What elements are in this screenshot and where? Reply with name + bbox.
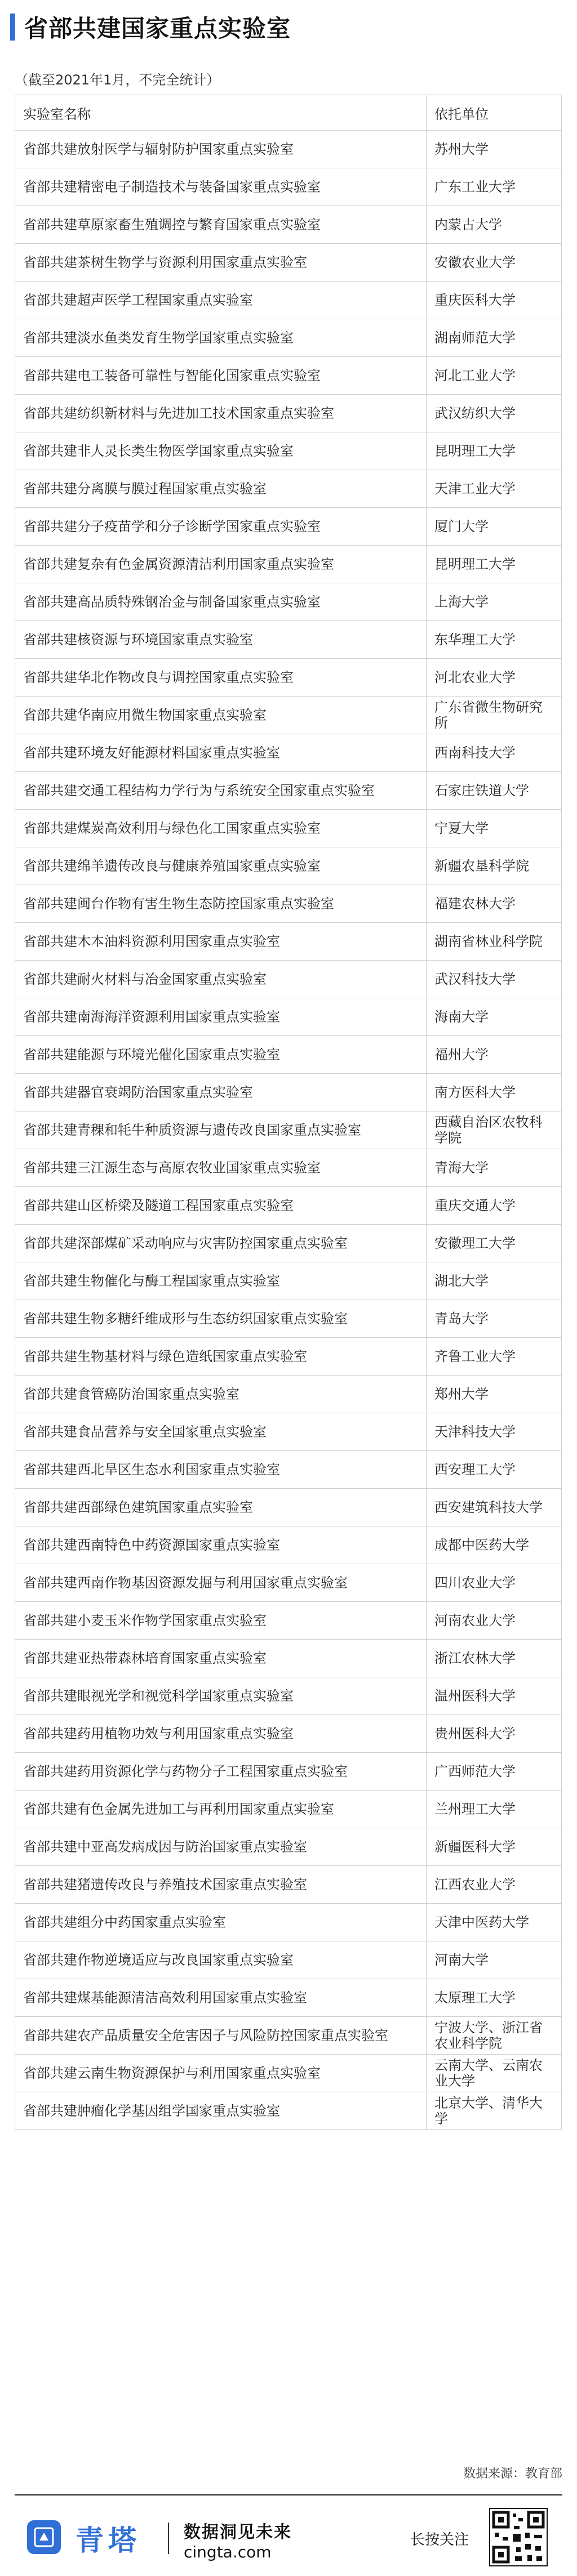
lab-name-cell: 省部共建作物逆境适应与改良国家重点实验室 [15,1941,427,1979]
institution-cell: 广东省微生物研究所 [427,697,562,734]
lab-name-cell: 省部共建食品营养与安全国家重点实验室 [15,1413,427,1451]
lab-name-cell: 省部共建分离膜与膜过程国家重点实验室 [15,470,427,508]
institution-cell: 河南大学 [427,1941,562,1979]
lab-name-cell: 省部共建三江源生态与高原农牧业国家重点实验室 [15,1149,427,1187]
institution-cell: 重庆交通大学 [427,1187,562,1225]
column-header-lab-name: 实验室名称 [15,95,427,131]
institution-cell: 海南大学 [427,998,562,1036]
institution-cell: 西安理工大学 [427,1451,562,1489]
institution-cell: 武汉纺织大学 [427,395,562,432]
lab-name-cell: 省部共建农产品质量安全危害因子与风险防控国家重点实验室 [15,2017,427,2055]
table-row [15,1564,562,1602]
table-header-row [15,95,562,131]
table-row [15,2017,562,2055]
lab-name-cell: 省部共建西南作物基因资源发掘与利用国家重点实验室 [15,1564,427,1602]
table-row [15,1677,562,1715]
lab-name-cell: 省部共建组分中药国家重点实验室 [15,1904,427,1941]
lab-name-cell: 省部共建药用资源化学与药物分子工程国家重点实验室 [15,1753,427,1791]
table-row [15,1791,562,1828]
institution-cell: 成都中医药大学 [427,1526,562,1564]
table-row [15,546,562,583]
institution-cell: 兰州理工大学 [427,1791,562,1828]
institution-cell: 太原理工大学 [427,1979,562,2017]
institution-cell: 新疆医科大学 [427,1828,562,1866]
table-row [15,1225,562,1262]
table-row [15,1074,562,1111]
lab-name-cell: 省部共建木本油料资源利用国家重点实验室 [15,923,427,961]
lab-name-cell: 省部共建华北作物改良与调控国家重点实验室 [15,659,427,697]
table-row [15,1451,562,1489]
table-row [15,734,562,772]
lab-name-cell: 省部共建电工装备可靠性与智能化国家重点实验室 [15,357,427,395]
institution-cell: 湖南师范大学 [427,319,562,357]
lab-name-cell: 省部共建核资源与环境国家重点实验室 [15,621,427,659]
table-row [15,697,562,734]
institution-cell: 湖南省林业科学院 [427,923,562,961]
lab-table [15,95,562,2130]
institution-cell: 天津工业大学 [427,470,562,508]
institution-cell: 昆明理工大学 [427,432,562,470]
lab-name-cell: 省部共建猪遗传改良与养殖技术国家重点实验室 [15,1866,427,1904]
institution-cell: 重庆医科大学 [427,282,562,319]
institution-cell: 河南农业大学 [427,1602,562,1640]
institution-cell: 河北工业大学 [427,357,562,395]
lab-name-cell: 省部共建放射医学与辐射防护国家重点实验室 [15,131,427,168]
website-link[interactable]: cingta.com [184,2543,272,2561]
lab-name-cell: 省部共建非人灵长类生物医学国家重点实验室 [15,432,427,470]
table-row [15,1640,562,1677]
institution-cell: 青海大学 [427,1149,562,1187]
table-body [15,131,562,2130]
column-header-institution: 依托单位 [427,95,562,131]
table-row [15,810,562,847]
lab-name-cell: 省部共建生物催化与酶工程国家重点实验室 [15,1262,427,1300]
table-row [15,1979,562,2017]
lab-name-cell: 省部共建纺织新材料与先进加工技术国家重点实验室 [15,395,427,432]
institution-cell: 天津科技大学 [427,1413,562,1451]
table-row [15,432,562,470]
table-row [15,1866,562,1904]
lab-name-cell: 省部共建闽台作物有害生物生态防控国家重点实验室 [15,885,427,923]
table-row [15,1413,562,1451]
brand-name: 青塔 [76,2524,141,2557]
lab-name-cell: 省部共建山区桥梁及隧道工程国家重点实验室 [15,1187,427,1225]
institution-cell: 湖北大学 [427,1262,562,1300]
table-row [15,206,562,244]
lab-name-cell: 省部共建药用植物功效与利用国家重点实验室 [15,1715,427,1753]
institution-cell: 郑州大学 [427,1376,562,1413]
table-row [15,1262,562,1300]
institution-cell: 江西农业大学 [427,1866,562,1904]
institution-cell: 北京大学、清华大学 [427,2092,562,2130]
table-row [15,1941,562,1979]
footer [15,2495,562,2576]
institution-cell: 安徽农业大学 [427,244,562,282]
lab-name-cell: 省部共建能源与环境光催化国家重点实验室 [15,1036,427,1074]
institution-cell: 齐鲁工业大学 [427,1338,562,1376]
lab-name-cell: 省部共建云南生物资源保护与利用国家重点实验室 [15,2055,427,2092]
table-row [15,1300,562,1338]
data-source: 数据来源：教育部 [463,2467,562,2481]
institution-cell: 宁波大学、浙江省农业科学院 [427,2017,562,2055]
lab-name-cell: 省部共建高品质特殊钢冶金与制备国家重点实验室 [15,583,427,621]
table-row [15,1904,562,1941]
table-row [15,847,562,885]
table-row [15,131,562,168]
institution-cell: 云南大学、云南农业大学 [427,2055,562,2092]
table-row [15,282,562,319]
table-row [15,998,562,1036]
table-row [15,923,562,961]
lab-name-cell: 省部共建环境友好能源材料国家重点实验室 [15,734,427,772]
lab-name-cell: 省部共建超声医学工程国家重点实验室 [15,282,427,319]
lab-name-cell: 省部共建深部煤矿采动响应与灾害防控国家重点实验室 [15,1225,427,1262]
table-row [15,621,562,659]
brand-slogan: 数据洞见未来 [184,2523,292,2542]
title-row [10,10,291,44]
institution-cell: 西安建筑科技大学 [427,1489,562,1526]
institution-cell: 厦门大学 [427,508,562,546]
table-row [15,885,562,923]
table-row [15,1715,562,1753]
table-row [15,1149,562,1187]
institution-cell: 武汉科技大学 [427,961,562,998]
institution-cell: 广东工业大学 [427,168,562,206]
institution-cell: 宁夏大学 [427,810,562,847]
lab-name-cell: 省部共建食管癌防治国家重点实验室 [15,1376,427,1413]
table-row [15,1526,562,1564]
lab-name-cell: 省部共建分子疫苗学和分子诊断学国家重点实验室 [15,508,427,546]
date-note: （截至2021年1月，不完全统计） [15,72,220,88]
table-row [15,319,562,357]
table-row [15,583,562,621]
table-row [15,508,562,546]
institution-cell: 广西师范大学 [427,1753,562,1791]
lab-name-cell: 省部共建亚热带森林培育国家重点实验室 [15,1640,427,1677]
institution-cell: 东华理工大学 [427,621,562,659]
qingta-logo-icon [27,2520,61,2554]
lab-name-cell: 省部共建煤基能源清洁高效利用国家重点实验室 [15,1979,427,2017]
table-row [15,1489,562,1526]
institution-cell: 石家庄铁道大学 [427,772,562,810]
institution-cell: 安徽理工大学 [427,1225,562,1262]
follow-prompt: 长按关注 [410,2532,469,2548]
institution-cell: 昆明理工大学 [427,546,562,583]
lab-name-cell: 省部共建南海海洋资源利用国家重点实验室 [15,998,427,1036]
table-row [15,1338,562,1376]
table-row [15,772,562,810]
table-row [15,244,562,282]
institution-cell: 福州大学 [427,1036,562,1074]
table-row [15,961,562,998]
lab-name-cell: 省部共建耐火材料与冶金国家重点实验室 [15,961,427,998]
table-row [15,1187,562,1225]
table-row [15,1602,562,1640]
lab-name-cell: 省部共建华南应用微生物国家重点实验室 [15,697,427,734]
institution-cell: 内蒙古大学 [427,206,562,244]
table-row [15,1376,562,1413]
institution-cell: 河北农业大学 [427,659,562,697]
institution-cell: 西藏自治区农牧科学院 [427,1111,562,1149]
table-row [15,1753,562,1791]
lab-name-cell: 省部共建精密电子制造技术与装备国家重点实验室 [15,168,427,206]
table-row [15,2092,562,2130]
institution-cell: 四川农业大学 [427,1564,562,1602]
lab-name-cell: 省部共建生物基材料与绿色造纸国家重点实验室 [15,1338,427,1376]
lab-name-cell: 省部共建器官衰竭防治国家重点实验室 [15,1074,427,1111]
institution-cell: 青岛大学 [427,1300,562,1338]
institution-cell: 新疆农垦科学院 [427,847,562,885]
lab-name-cell: 省部共建中亚高发病成因与防治国家重点实验室 [15,1828,427,1866]
lab-name-cell: 省部共建小麦玉米作物学国家重点实验室 [15,1602,427,1640]
lab-name-cell: 省部共建西南特色中药资源国家重点实验室 [15,1526,427,1564]
lab-name-cell: 省部共建青稞和牦牛种质资源与遗传改良国家重点实验室 [15,1111,427,1149]
table-row [15,168,562,206]
page-title: 省部共建国家重点实验室 [24,15,291,42]
lab-name-cell: 省部共建绵羊遗传改良与健康养殖国家重点实验室 [15,847,427,885]
institution-cell: 上海大学 [427,583,562,621]
lab-name-cell: 省部共建生物多糖纤维成形与生态纺织国家重点实验室 [15,1300,427,1338]
institution-cell: 温州医科大学 [427,1677,562,1715]
institution-cell: 苏州大学 [427,131,562,168]
lab-name-cell: 省部共建淡水鱼类发育生物学国家重点实验室 [15,319,427,357]
table-row [15,1036,562,1074]
lab-name-cell: 省部共建眼视光学和视觉科学国家重点实验室 [15,1677,427,1715]
table-row [15,470,562,508]
table-row [15,2055,562,2092]
lab-name-cell: 省部共建茶树生物学与资源利用国家重点实验室 [15,244,427,282]
institution-cell: 西南科技大学 [427,734,562,772]
lab-name-cell: 省部共建复杂有色金属资源清洁利用国家重点实验室 [15,546,427,583]
lab-name-cell: 省部共建有色金属先进加工与再利用国家重点实验室 [15,1791,427,1828]
lab-name-cell: 省部共建煤炭高效利用与绿色化工国家重点实验室 [15,810,427,847]
institution-cell: 福建农林大学 [427,885,562,923]
lab-name-cell: 省部共建西北旱区生态水利国家重点实验室 [15,1451,427,1489]
brand-separator [168,2523,169,2554]
qr-code-icon[interactable] [489,2508,548,2566]
institution-cell: 天津中医药大学 [427,1904,562,1941]
table-row [15,659,562,697]
institution-cell: 南方医科大学 [427,1074,562,1111]
table-row [15,357,562,395]
title-accent-bar [10,14,15,41]
institution-cell: 浙江农林大学 [427,1640,562,1677]
lab-name-cell: 省部共建草原家畜生殖调控与繁育国家重点实验室 [15,206,427,244]
table-row [15,1828,562,1866]
institution-cell: 贵州医科大学 [427,1715,562,1753]
lab-name-cell: 省部共建肿瘤化学基因组学国家重点实验室 [15,2092,427,2130]
lab-name-cell: 省部共建西部绿色建筑国家重点实验室 [15,1489,427,1526]
table-row [15,1111,562,1149]
table-row [15,395,562,432]
lab-name-cell: 省部共建交通工程结构力学行为与系统安全国家重点实验室 [15,772,427,810]
